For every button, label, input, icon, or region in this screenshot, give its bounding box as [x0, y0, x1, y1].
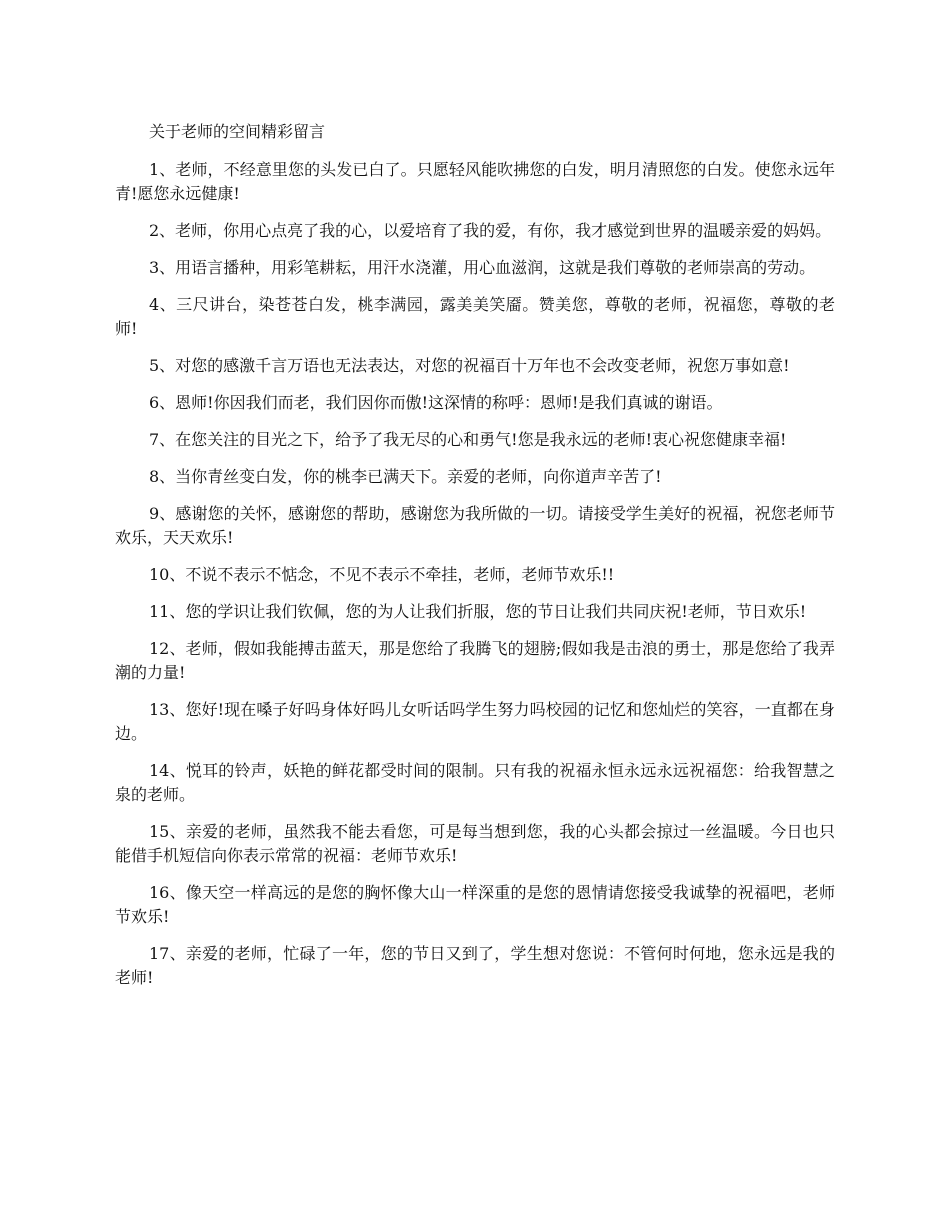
message-paragraph-11: 11、您的学识让我们钦佩，您的为人让我们折服，您的节日让我们共同庆祝!老师，节日欢乐! [149, 602, 807, 621]
message-paragraph-5: 5、对您的感激千言万语也无法表达，对您的祝福百十万年也不会改变老师，祝您万事如意! [149, 356, 790, 375]
message-paragraph-17: 17、亲爱的老师，忙碌了一年，您的节日又到了，学生想对您说：不管何时何地，您永远是我的老师! [115, 944, 835, 987]
message-paragraph-13: 13、您好!现在嗓子好吗身体好吗儿女听话吗学生努力吗校园的记忆和您灿烂的笑容，一直都在身边。 [115, 700, 835, 743]
message-paragraph-3: 3、用语言播种，用彩笔耕耘，用汗水浇灌，用心血滋润，这就是我们尊敬的老师崇高的劳动。 [149, 258, 816, 277]
message-paragraph-4: 4、三尺讲台，染苍苍白发，桃李满园，露美美笑靥。赞美您，尊敬的老师，祝福您，尊敬的老师! [115, 295, 835, 338]
document-title: 关于老师的空间精彩留言 [149, 122, 326, 141]
message-paragraph-6: 6、恩师!你因我们而老，我们因你而傲!这深情的称呼：恩师!是我们真诚的谢语。 [149, 393, 723, 412]
message-paragraph-10: 10、不说不表示不惦念，不见不表示不牵挂，老师，老师节欢乐!! [149, 565, 615, 584]
message-paragraph-7: 7、在您关注的目光之下，给予了我无尽的心和勇气!您是我永远的老师!衷心祝您健康幸福! [149, 430, 787, 449]
message-paragraph-9: 9、感谢您的关怀，感谢您的帮助，感谢您为我所做的一切。请接受学生美好的祝福，祝您老师节欢乐，天天欢乐! [115, 504, 835, 547]
message-paragraph-15: 15、亲爱的老师，虽然我不能去看您，可是每当想到您，我的心头都会掠过一丝温暖。今日也只能借手机短信向你表示常常的祝福：老师节欢乐! [115, 822, 835, 865]
message-paragraph-1: 1、老师，不经意里您的头发已白了。只愿轻风能吹拂您的白发，明月清照您的白发。使您永远年青!愿您永远健康! [115, 160, 835, 203]
document-body [115, 120, 835, 1003]
message-paragraph-14: 14、悦耳的铃声，妖艳的鲜花都受时间的限制。只有我的祝福永恒永远永远祝福您：给我智慧之泉的老师。 [115, 761, 835, 804]
message-paragraph-8: 8、当你青丝变白发，你的桃李已满天下。亲爱的老师，向你道声辛苦了! [149, 467, 662, 486]
message-paragraph-12: 12、老师，假如我能搏击蓝天，那是您给了我腾飞的翅膀;假如我是击浪的勇士，那是您给了我弄潮的力量! [115, 639, 835, 682]
message-paragraph-16: 16、像天空一样高远的是您的胸怀像大山一样深重的是您的恩情请您接受我诚挚的祝福吧，老师节欢乐! [115, 883, 835, 926]
message-paragraph-2: 2、老师，你用心点亮了我的心，以爱培育了我的爱，有你，我才感觉到世界的温暖亲爱的妈妈。 [149, 221, 832, 240]
